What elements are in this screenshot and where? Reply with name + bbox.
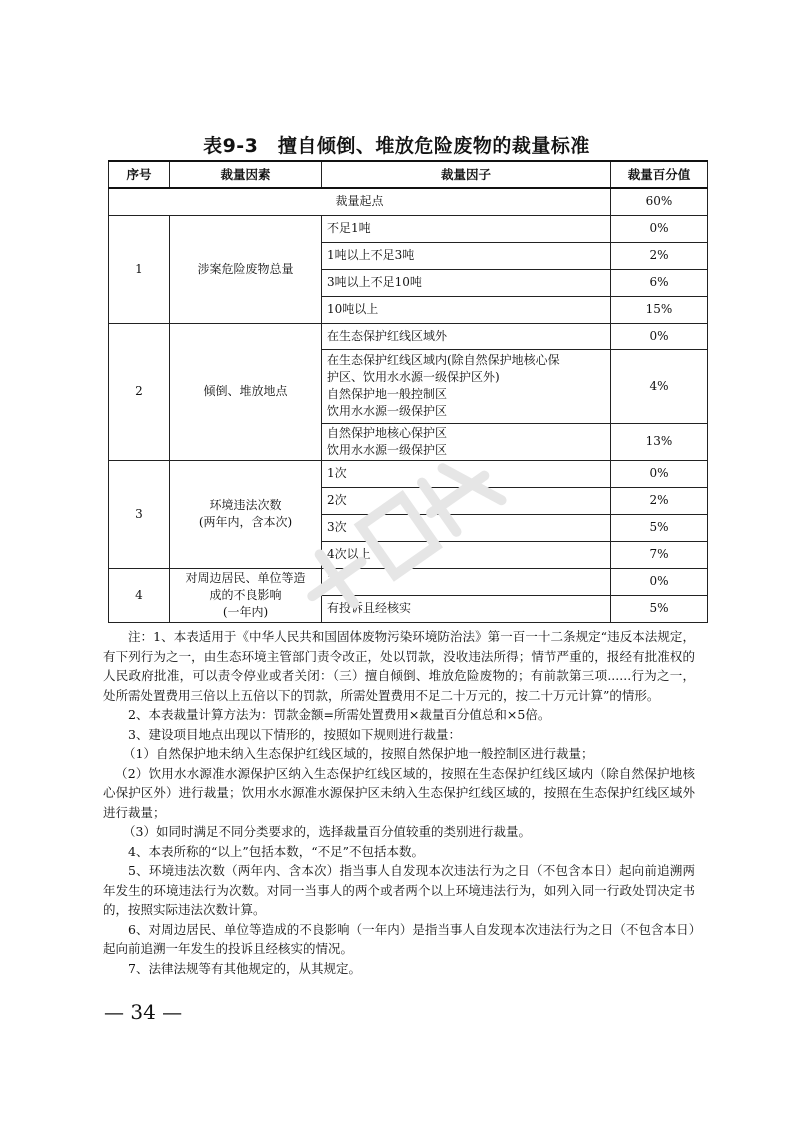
item-cell [322,423,611,460]
item-line: 2次 [327,493,347,507]
notes [103,627,695,978]
item-cell [322,296,611,323]
start-label: 裁量起点 [109,188,611,215]
item-cell [322,242,611,269]
header-item: 裁量因子 [322,161,611,188]
start-row [109,188,708,215]
item-line: 饮用水水源一级保护区 [327,442,448,457]
factor-line: (两年内，含本次) [198,515,293,529]
table-row [109,215,708,242]
value-cell: 0% [611,568,708,595]
group-factor [170,568,322,622]
factor-line: 环境违法次数 [209,498,282,512]
item-cell [322,568,611,595]
note-paragraph: 6、对周边居民、单位等造成的不良影响（一年内）是指当事人自发现本次违法行为之日（不包含本日）起向前追溯一年发生的投诉且经核实的情况。 [103,921,695,956]
group-factor [170,460,322,568]
value-cell: 0% [611,215,708,242]
item-cell [322,460,611,487]
note-paragraph: 7、法律法规等有其他规定的，从其规定。 [128,960,361,976]
value-cell: 0% [611,460,708,487]
header-no: 序号 [109,161,170,188]
item-cell [322,595,611,622]
value-cell: 15% [611,296,708,323]
group-factor [170,215,322,323]
item-line: 在生态保护红线区域外 [327,328,448,343]
item-line: 饮用水水源一级保护区 [327,404,448,418]
item-cell [322,215,611,242]
note-paragraph: （2）饮用水水源准水源保护区纳入生态保护红线区域的，按照在生态保护红线区域内（除自然保护地核心保护区外）进行裁量；饮用水水源准水源保护区未纳入生态保护红线区域的，按照在生态保护红线区域外进行裁量； [103,765,695,820]
item-line: 自然保护地核心保护区 [327,425,448,440]
value-cell: 5% [611,595,708,622]
value-cell: 6% [611,269,708,296]
group-number: 3 [109,460,170,568]
item-cell [322,349,611,423]
table-header-row [109,161,708,188]
note-paragraph: 5、环境违法次数（两年内、含本次）指当事人自发现本次违法行为之日（不包含本日）起向前追溯两年发生的环境违法行为次数。对同一当事人的两个或者两个以上环境违法行为，如列入同一行政处罚决定书的，按照实际违法次数计算。 [103,863,695,917]
table-row [109,460,708,487]
note-paragraph: （1）自然保护地未纳入生态保护红线区域的，按照自然保护地一般控制区进行裁量； [123,746,594,761]
table-row [109,323,708,349]
table-row [109,568,708,595]
factor-line: 涉案危险废物总量 [197,261,294,276]
item-line: 4次以上 [327,547,371,561]
factor-line: 对周边居民、单位等造 [185,570,306,585]
item-cell [322,487,611,514]
table-title: 表9-3 擅自倾倒、堆放危险废物的裁量标准 [203,135,590,157]
item-line: 3次 [327,520,347,534]
item-cell [322,514,611,541]
value-cell: 13% [611,423,708,460]
header-value: 裁量百分值 [611,161,708,188]
item-line: 有投诉且经核实 [327,601,412,615]
note-paragraph: 2、本表裁量计算方法为：罚款金额=所需处置费用×裁量百分值总和×5倍。 [128,707,551,722]
start-value: 60% [611,188,708,215]
item-line: 护区、饮用水水源一级保护区外) [327,370,500,384]
value-cell: 2% [611,242,708,269]
value-cell: 5% [611,514,708,541]
factor-line: (一年内) [222,604,269,619]
note-paragraph: （3）如同时满足不同分类要求的，选择裁量百分值较重的类别进行裁量。 [123,824,531,839]
item-line: 3吨以上不足10吨 [327,275,422,289]
value-cell: 7% [611,541,708,568]
note-paragraph: 3、建设项目地点出现以下情形的，按照如下规则进行裁量： [128,726,461,742]
item-line: 自然保护地一般控制区 [327,387,448,401]
item-cell [322,541,611,568]
item-line: 无 [327,574,340,588]
group-number: 2 [109,323,170,460]
factor-line: 倾倒、堆放地点 [203,384,288,398]
value-cell: 2% [611,487,708,514]
header-factor: 裁量因素 [170,161,322,188]
note-paragraph: 注：1、本表适用于《中华人民共和国固体废物污染环境防治法》第一百一十二条规定“违反本法规定，有下列行为之一，由生态环境主管部门责令改正，处以罚款，没收违法所得；情节严重的，报经有批准权的人民政府批准，可以责令停业或者关闭：（三）擅自倾倒、堆放危险废物的；有前款第三项......行为之一，处所需处置费用三倍以上五倍以下的罚款，所需处置费用不足二十万元的，按二十万元计算”的情形。 [103,629,695,703]
item-line: 10吨以上 [327,302,379,316]
item-line: 不足1吨 [327,221,371,235]
value-cell: 0% [611,323,708,349]
item-line: 1吨以上不足3吨 [327,248,415,262]
group-number: 4 [109,568,170,622]
group-factor [170,323,322,460]
discretion-standard-table [108,160,708,623]
item-line: 1次 [327,466,347,480]
factor-line: 成的不良影响 [209,587,282,602]
item-cell [322,323,611,349]
note-paragraph: 4、本表所称的“以上”包括本数，“不足”不包括本数。 [128,843,425,859]
page-number: — 34 — [104,1000,183,1024]
value-cell: 4% [611,349,708,423]
group-number: 1 [109,215,170,323]
item-line: 在生态保护红线区域内(除自然保护地核心保 [327,353,560,367]
item-cell [322,269,611,296]
